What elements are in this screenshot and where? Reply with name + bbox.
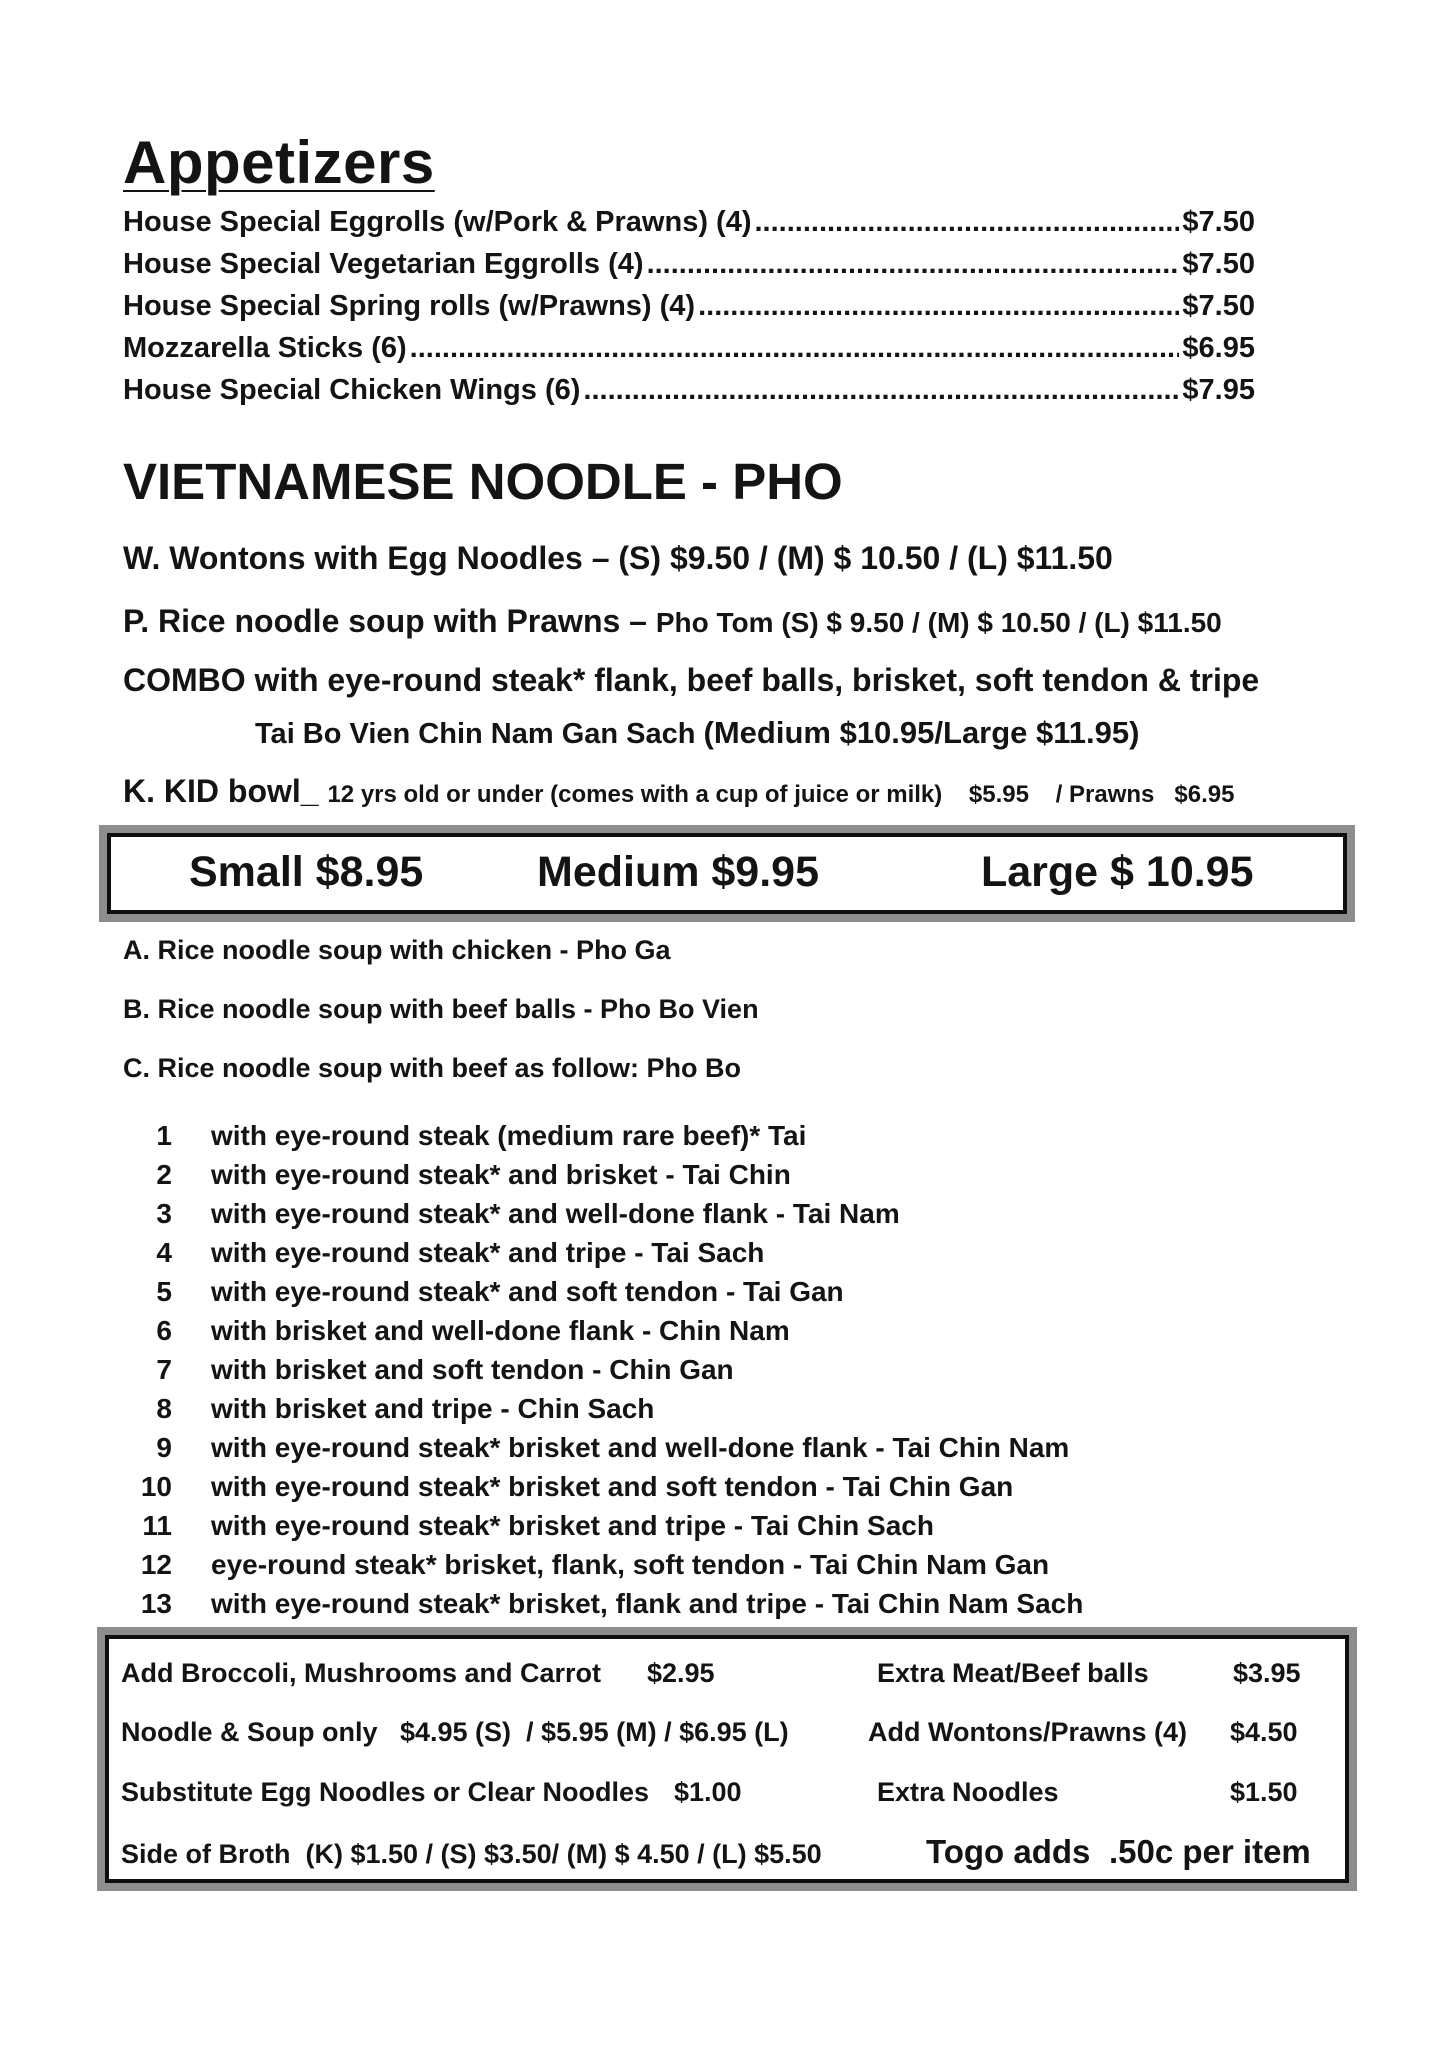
- appetizer-name: Mozzarella Sticks (6): [123, 332, 407, 364]
- size-price-box-inner: [107, 833, 1347, 914]
- appetizer-name: House Special Vegetarian Eggrolls (4): [123, 248, 644, 280]
- beef-option-description: with eye-round steak* and tripe - Tai Sach: [211, 1237, 765, 1268]
- beef-option-number: 12: [140, 1549, 172, 1580]
- beef-option-description: with eye-round steak* brisket, flank and tripe - Tai Chin Nam Sach: [211, 1588, 1084, 1619]
- appetizer-price: $7.50: [1182, 248, 1255, 280]
- kid-bowl-line: [123, 773, 1234, 810]
- dot-leader: [647, 248, 1180, 281]
- appetizer-name: House Special Chicken Wings (6): [123, 374, 581, 406]
- combo-subline: [255, 715, 1139, 751]
- size-small: Small $8.95: [189, 848, 424, 896]
- beef-option-description: with eye-round steak (medium rare beef)* Tai: [211, 1120, 807, 1151]
- beef-option-description: with eye-round steak* brisket and tripe - Tai Chin Sach: [211, 1510, 934, 1541]
- beef-option-number: 13: [140, 1588, 172, 1619]
- appetizer-item: [123, 332, 1255, 370]
- extra-meat-price: $3.95: [1233, 1658, 1301, 1688]
- soup-b: B. Rice noodle soup with beef balls - Pho Bo Vien: [123, 994, 759, 1024]
- appetizer-name: House Special Eggrolls (w/Pork & Prawns) (4): [123, 206, 752, 238]
- dot-leader: [754, 206, 1179, 239]
- size-medium: Medium $9.95: [537, 848, 819, 896]
- appetizer-item: [123, 206, 1255, 244]
- appetizer-item: [123, 248, 1255, 286]
- side-broth-label: Side of Broth (K) $1.50 / (S) $3.50/ (M) $ 4.50 / (L) $5.50: [121, 1839, 822, 1869]
- wontons-line: [123, 540, 1113, 577]
- beef-option-number: 3: [156, 1198, 172, 1229]
- dot-leader: [698, 290, 1179, 323]
- substitute-noodles-price: $1.00: [674, 1777, 742, 1807]
- add-wontons-label: Add Wontons/Prawns (4): [868, 1717, 1188, 1747]
- beef-option-description: with brisket and well-done flank - Chin Nam: [211, 1315, 790, 1346]
- extra-broccoli-price: $2.95: [647, 1658, 715, 1688]
- dot-leader: [583, 374, 1179, 407]
- beef-option-number: 8: [156, 1393, 172, 1424]
- appetizer-item: [123, 290, 1255, 328]
- wontons-text: . Wontons with Egg Noodles – (S) $9.50 / (M) $ 10.50 / (L) $11.50: [151, 540, 1113, 576]
- beef-option-description: with brisket and soft tendon - Chin Gan: [211, 1354, 734, 1385]
- beef-option-description: with eye-round steak* brisket and well-done flank - Tai Chin Nam: [211, 1432, 1070, 1463]
- appetizer-price: $6.95: [1182, 332, 1255, 364]
- size-large: Large $ 10.95: [981, 848, 1254, 896]
- beef-option-description: with eye-round steak* and well-done flank - Tai Nam: [211, 1198, 900, 1229]
- add-wontons-price: $4.50: [1230, 1717, 1298, 1747]
- noodle-soup-only-label: Noodle & Soup only $4.95 (S) / $5.95 (M) / $6.95 (L): [121, 1717, 789, 1747]
- beef-option-number: 6: [156, 1315, 172, 1346]
- dot-leader: [410, 332, 1180, 365]
- beef-option-description: with eye-round steak* brisket and soft tendon - Tai Chin Gan: [211, 1471, 1014, 1502]
- appetizers-heading: Appetizers: [123, 129, 435, 196]
- beef-option-number: 5: [156, 1276, 172, 1307]
- beef-option-description: eye-round steak* brisket, flank, soft tendon - Tai Chin Nam Gan: [211, 1549, 1050, 1580]
- beef-option-number: 4: [156, 1237, 172, 1268]
- soup-c: C. Rice noodle soup with beef as follow: Pho Bo: [123, 1053, 742, 1083]
- extra-meat-label: Extra Meat/Beef balls: [877, 1658, 1149, 1688]
- extras-box-inner: [105, 1635, 1349, 1883]
- substitute-noodles-label: Substitute Egg Noodles or Clear Noodles: [121, 1777, 650, 1807]
- togo-label: Togo adds: [926, 1833, 1091, 1870]
- extra-broccoli-label: Add Broccoli, Mushrooms and Carrot: [121, 1658, 602, 1688]
- beef-option-number: 7: [156, 1354, 172, 1385]
- beef-option-number: 11: [142, 1510, 172, 1541]
- appetizer-price: $7.50: [1182, 290, 1255, 322]
- beef-option-number: 1: [156, 1120, 172, 1151]
- size-price-box: [99, 825, 1355, 922]
- kid-bowl-details: 12 yrs old or under (comes with a cup of juice or milk) $5.95 / Prawns $6.95: [327, 781, 1235, 808]
- beef-option-description: with eye-round steak* and brisket - Tai Chin: [211, 1159, 791, 1190]
- togo-price: .50c per item: [1109, 1833, 1311, 1870]
- prawns-tail: Pho Tom (S) $ 9.50 / (M) $ 10.50 / (L) $11.50: [655, 607, 1222, 638]
- wontons-code: W: [123, 540, 152, 576]
- prawns-lead: P. Rice noodle soup with Prawns –: [123, 603, 656, 639]
- beef-option-description: with eye-round steak* and soft tendon - Tai Gan: [211, 1276, 844, 1307]
- beef-option-number: 10: [140, 1471, 172, 1502]
- beef-option-number: 9: [156, 1432, 172, 1463]
- appetizer-price: $7.95: [1182, 374, 1255, 406]
- extra-noodles-label: Extra Noodles: [877, 1777, 1059, 1807]
- appetizer-price: $7.50: [1182, 206, 1255, 238]
- beef-option-number: 2: [156, 1159, 172, 1190]
- prawns-line: [123, 603, 1222, 640]
- combo-prices: (Medium $10.95/Large $11.95): [703, 715, 1140, 750]
- combo-line: COMBO with eye-round steak* flank, beef balls, brisket, soft tendon & tripe: [123, 662, 1260, 698]
- beef-option-description: with brisket and tripe - Chin Sach: [211, 1393, 655, 1424]
- extras-box: [97, 1627, 1357, 1891]
- appetizer-item: [123, 374, 1255, 412]
- appetizer-name: House Special Spring rolls (w/Prawns) (4): [123, 290, 696, 322]
- soup-a: A. Rice noodle soup with chicken - Pho Ga: [123, 935, 671, 965]
- pho-heading: VIETNAMESE NOODLE - PHO: [123, 453, 843, 510]
- kid-bowl-lead: K. KID bowl_: [123, 773, 328, 809]
- combo-vietnamese-names: Tai Bo Vien Chin Nam Gan Sach: [255, 718, 704, 750]
- extra-noodles-price: $1.50: [1230, 1777, 1298, 1807]
